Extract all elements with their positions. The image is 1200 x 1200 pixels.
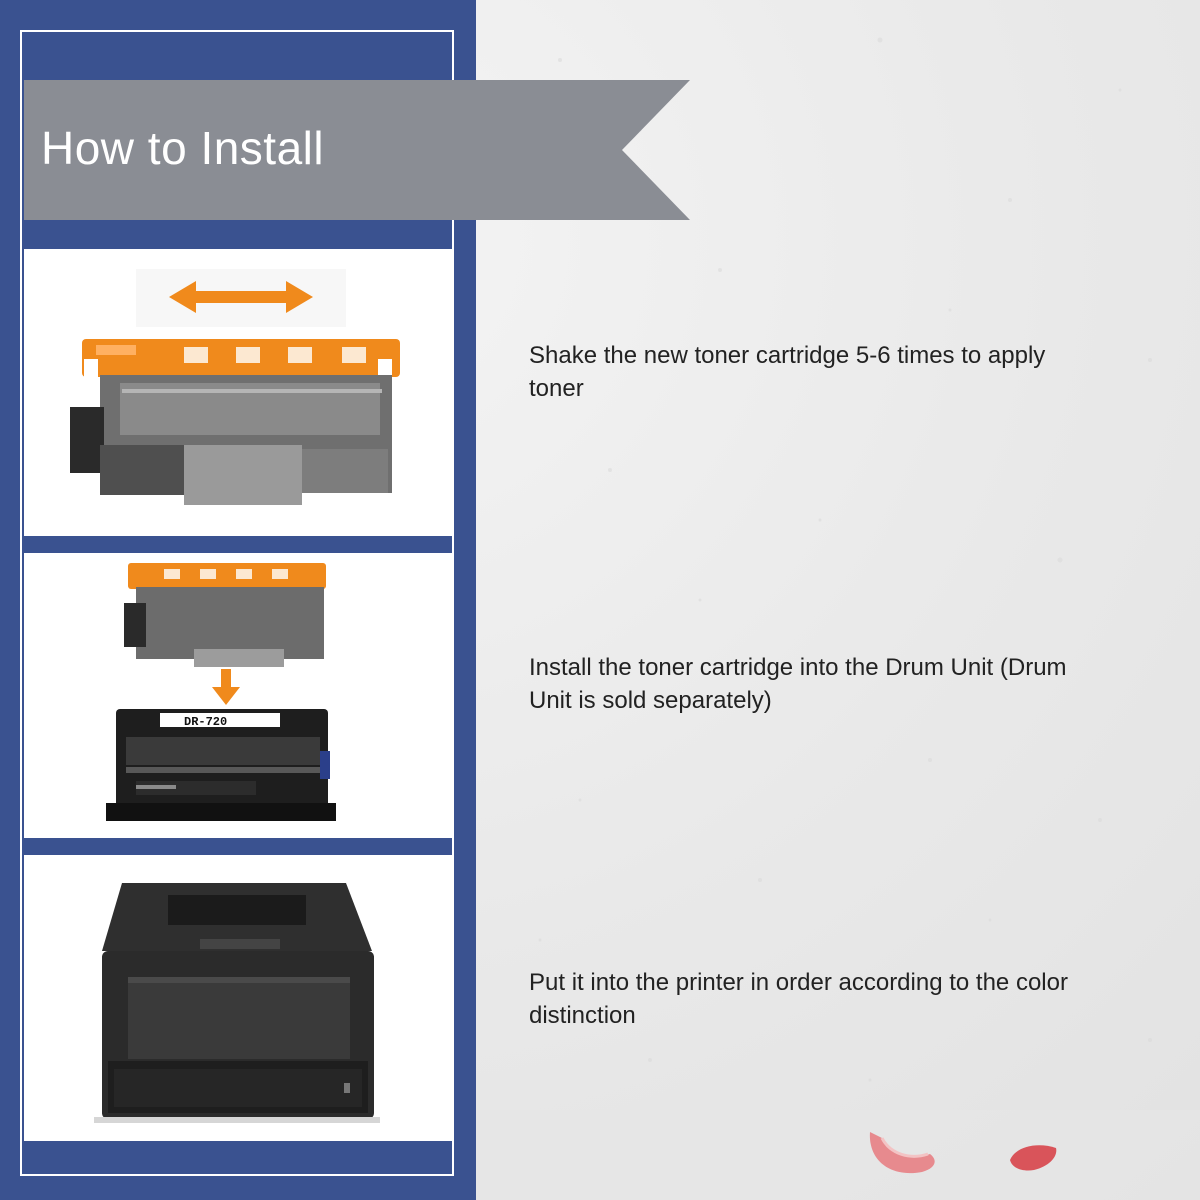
step-1-image-panel <box>24 249 453 536</box>
petal-decoration <box>860 1120 1080 1195</box>
step-1-instruction: Shake the new toner cartridge 5-6 times to apply toner <box>529 342 1046 402</box>
drum-model-label: DR-720 <box>184 715 228 729</box>
how-to-install-banner <box>24 80 690 220</box>
step-2-image-panel <box>24 553 453 838</box>
laser-printer <box>94 883 380 1123</box>
double-arrow-icon <box>136 269 346 327</box>
step-2-instruction: Install the toner cartridge into the Drum Unit (Drum Unit is sold separately) <box>529 654 1067 714</box>
drum-unit <box>106 709 336 821</box>
toner-cartridge <box>70 339 400 505</box>
banner-title: How to Install <box>41 122 325 174</box>
step-3-instruction: Put it into the printer in order according to the color distinction <box>529 969 1068 1029</box>
step-3-image-panel <box>24 855 453 1141</box>
down-arrow-icon <box>212 669 240 705</box>
toner-cartridge <box>124 563 326 667</box>
